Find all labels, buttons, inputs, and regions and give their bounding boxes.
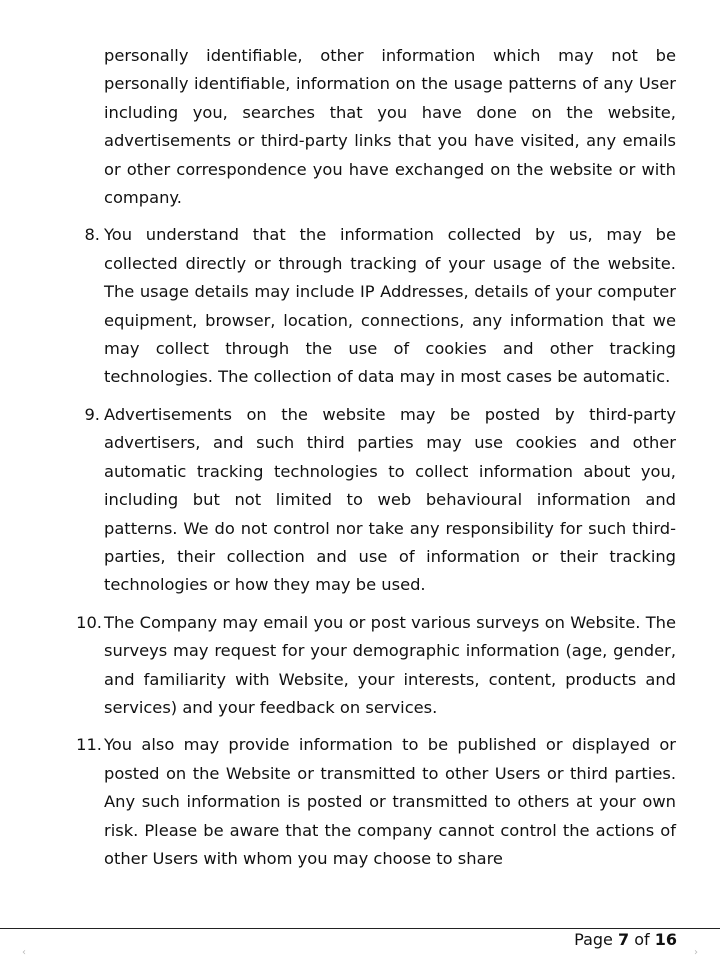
continuation-paragraph: personally identifiable, other information which may not be personally identifiable, information on the usage patterns of any User including you, searches that you have done on the website, advertisements or third-party links that you have visited, any emails or other correspondence you have exchanged on the website or with company.	[104, 46, 676, 208]
list-item-number: 11.	[76, 735, 102, 755]
list-item-number: 9.	[84, 404, 100, 424]
current-page-number: 7	[617, 930, 630, 949]
list-item-number: 8.	[84, 225, 100, 245]
numbered-list	[76, 221, 676, 873]
list-item	[84, 221, 676, 391]
crop-mark-icon: ›	[694, 947, 698, 958]
total-pages-number: 16	[654, 930, 677, 949]
list-item-number: 10.	[76, 612, 102, 632]
document-body	[76, 42, 676, 882]
list-item-text: Advertisements on the website may be posted by third-party advertisers, and such third parties may use cookies and other automatic tracking technologies to collect information about you, including but not limited to web behavioural information and patterns. We do not control nor take any responsibility for such third-parties, their collection and use of information or their tracking technologies or how they may be used.	[104, 404, 676, 595]
crop-mark-icon: ‹	[22, 947, 26, 958]
list-item-text: The Company may email you or post various surveys on Website. The surveys may request for your demographic information (age, gender, and familiarity with Website, your interests, content, products and services) and your feedback on services.	[104, 612, 676, 717]
list-item-text: You understand that the information collected by us, may be collected directly or through tracking of your usage of the website. The usage details may include IP Addresses, details of your computer equipment, browser, location, connections, any information that we may collect through the use of cookies and other tracking technologies. The collection of data may in most cases be automatic.	[104, 225, 676, 387]
page-number-footer	[574, 928, 677, 952]
list-item-text: You also may provide information to be published or displayed or posted on the Website or transmitted to other Users or third parties. Any such information is posted or transmitted to others at your own risk. Please be aware that the company cannot control the actions of other Users with whom you may choose to share	[104, 735, 676, 868]
list-item	[76, 731, 676, 873]
list-item	[76, 609, 676, 723]
page-label: Page	[574, 930, 613, 949]
list-item	[84, 401, 676, 600]
of-label: of	[634, 930, 650, 949]
